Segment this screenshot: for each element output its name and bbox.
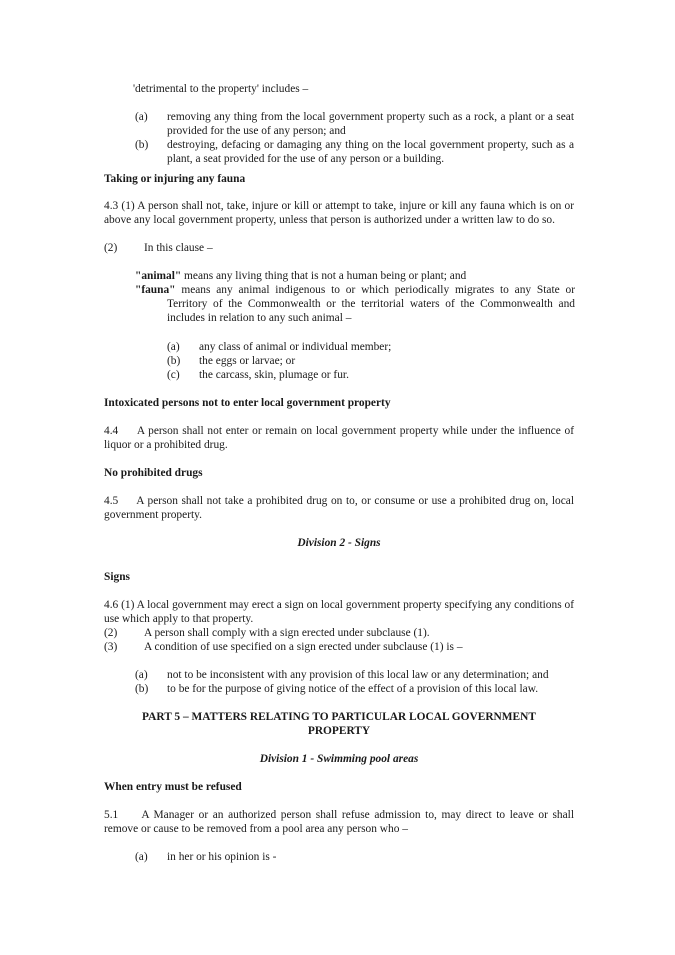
section-heading-signs: Signs	[104, 571, 130, 583]
definition-text: means any animal indigenous to or which periodically migrates to any State or Territory of the Commonwealth or the territorial waters of the Commonwealth and includes in relation to any such animal –	[167, 284, 575, 325]
defined-term: "fauna"	[135, 284, 176, 296]
list-item: any class of animal or individual member;	[199, 341, 392, 353]
clause-5-1: 5.1 A Manager or an authorized person shall refuse admission to, may direct to leave or shall remove or cause to be removed from a pool area any person who –	[104, 809, 574, 836]
list-label: (a)	[135, 669, 148, 681]
clause-4-5: 4.5 A person shall not take a prohibited drug on to, or consume or use a prohibited drug on, local government property.	[104, 495, 574, 522]
list-item: removing any thing from the local government property such as a rock, a plant or a seat provided for the use of any person; and	[167, 111, 574, 138]
list-item: the carcass, skin, plumage or fur.	[199, 369, 349, 381]
list-label: (b)	[167, 355, 181, 367]
subclause-text: A person shall comply with a sign erected under subclause (1).	[144, 627, 430, 639]
division-2-title: Division 2 - Signs	[297, 537, 381, 549]
definition-animal	[135, 269, 575, 283]
clause-4-3-1: 4.3 (1) A person shall not, take, injure or kill or attempt to take, injure or kill any fauna which is on or above any local government property, unless that person is authorized under a written law to do so.	[104, 200, 574, 227]
list-label: (b)	[135, 139, 149, 151]
part-5-title-line: PART 5 – MATTERS RELATING TO PARTICULAR LOCAL GOVERNMENT	[142, 711, 536, 723]
list-item: to be for the purpose of giving notice of the effect of a provision of this local law.	[167, 683, 539, 695]
part-5-title-line: PROPERTY	[307, 725, 371, 738]
list-item: not to be inconsistent with any provision of this local law or any determination; and	[167, 669, 549, 681]
list-item: in her or his opinion is -	[167, 851, 277, 863]
list-label: (b)	[135, 683, 149, 695]
clause-4-6-1: 4.6 (1) A local government may erect a sign on local government property specifying any conditions of use which apply to that property.	[104, 599, 574, 626]
list-label: (c)	[167, 369, 180, 381]
list-item: the eggs or larvae; or	[199, 355, 296, 367]
subclause-text: In this clause –	[144, 242, 213, 254]
definition-intro: 'detrimental to the property' includes –	[133, 83, 309, 95]
list-item: destroying, defacing or damaging any thing on the local government property, such as a plant, a seat provided for the use of any person or a building.	[167, 139, 574, 166]
section-heading-refused: When entry must be refused	[104, 781, 242, 793]
defined-term: "animal"	[135, 270, 182, 282]
list-label: (a)	[135, 111, 148, 123]
subclause-text: A condition of use specified on a sign erected under subclause (1) is –	[144, 641, 463, 653]
list-label: (a)	[167, 341, 180, 353]
definition-fauna	[135, 283, 575, 326]
section-heading-drugs: No prohibited drugs	[104, 467, 203, 479]
subclause-number: (3)	[104, 641, 118, 653]
subclause-number: (2)	[104, 242, 118, 254]
division-1-title: Division 1 - Swimming pool areas	[259, 753, 419, 765]
section-heading-fauna: Taking or injuring any fauna	[104, 173, 246, 185]
section-heading-intoxicated: Intoxicated persons not to enter local government property	[104, 397, 391, 409]
part-5-title	[104, 710, 574, 738]
definition-text: means any living thing that is not a human being or plant; and	[181, 270, 467, 282]
list-label: (a)	[135, 851, 148, 863]
clause-4-4: 4.4 A person shall not enter or remain on local government property while under the influence of liquor or a prohibited drug.	[104, 425, 574, 452]
subclause-number: (2)	[104, 627, 118, 639]
